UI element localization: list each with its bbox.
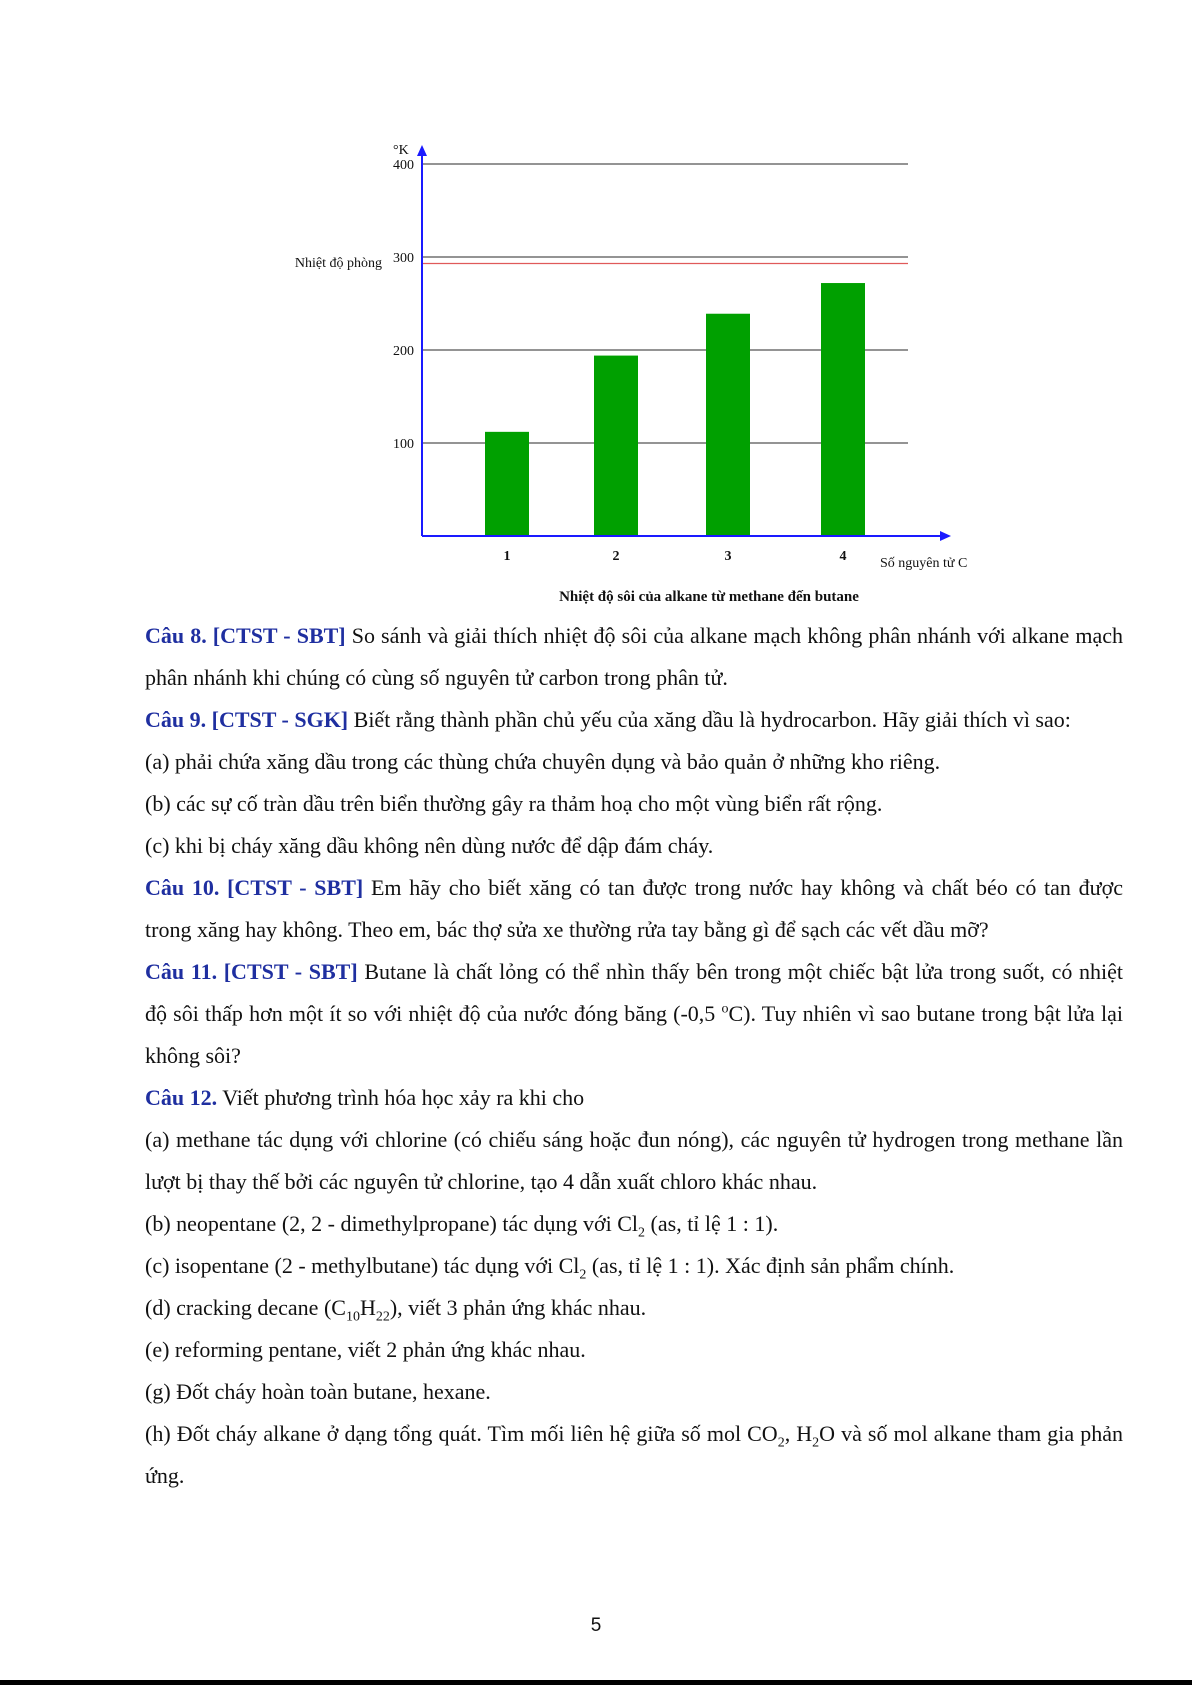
question-12-item-b xyxy=(145,1203,1123,1245)
question-8 xyxy=(145,615,1123,699)
bar-3 xyxy=(706,314,750,536)
item-d-sub-1: 10 xyxy=(345,1309,360,1325)
bar-2 xyxy=(594,356,638,536)
item-h-text-3: O và số mol alkane tham gia phản ứng. xyxy=(145,1421,1123,1488)
question-10-head: Câu 10. [CTST - SBT] xyxy=(145,875,364,900)
item-h-text-1: (h) Đốt cháy alkane ở dạng tổng quát. Tìm mối liên hệ giữa số mol CO xyxy=(145,1421,778,1446)
y-tick-label-300: 300 xyxy=(393,251,414,266)
question-12 xyxy=(145,1077,1123,1119)
question-12-item-d xyxy=(145,1287,1123,1329)
x-tick-label-4: 4 xyxy=(839,549,847,564)
question-12-item-c xyxy=(145,1245,1123,1287)
x-tick-label-3: 3 xyxy=(724,549,732,564)
question-11 xyxy=(145,951,1123,1077)
x-tick-label-2: 2 xyxy=(612,549,620,564)
question-9-item-a: (a) phải chứa xăng dầu trong các thùng chứa chuyên dụng và bảo quản ở những kho riêng. xyxy=(145,749,941,774)
item-c-sub: 2 xyxy=(579,1267,587,1283)
room-temperature-label: Nhiệt độ phòng xyxy=(294,256,382,271)
bar-4 xyxy=(821,283,865,536)
y-axis-arrow xyxy=(417,145,427,156)
questions-section xyxy=(145,615,1123,1497)
item-b-text-1: (b) neopentane (2, 2 - dimethylpropane) tác dụng với Cl xyxy=(145,1211,639,1236)
question-12-intro: Viết phương trình hóa học xảy ra khi cho xyxy=(222,1085,585,1110)
item-d-text-1: (d) cracking decane (C xyxy=(145,1295,346,1320)
item-h-sub-2: 2 xyxy=(812,1435,820,1451)
x-axis-label: Số nguyên tử C xyxy=(880,556,968,571)
question-12-item-e: (e) reforming pentane, viết 2 phản ứng khác nhau. xyxy=(145,1337,586,1362)
question-8-head: Câu 8. [CTST - SBT] xyxy=(145,623,346,648)
question-9 xyxy=(145,699,1123,741)
chart-title: Nhiệt độ sôi của alkane từ methane đến butane xyxy=(559,589,859,605)
question-8-text: So sánh và giải thích nhiệt độ sôi của alkane mạch không phân nhánh với alkane mạch phân nhánh khi chúng có cùng số nguyên tử carbon trong phân tử. xyxy=(145,623,1124,690)
y-axis-label: °K xyxy=(393,143,409,158)
question-9-head: Câu 9. [CTST - SGK] xyxy=(145,707,349,732)
y-tick-label-200: 200 xyxy=(393,344,414,359)
question-9-item-c: (c) khi bị cháy xăng dầu không nên dùng nước để dập đám cháy. xyxy=(145,833,714,858)
item-c-text-2: (as, tỉ lệ 1 : 1). Xác định sản phẩm chính. xyxy=(586,1253,955,1278)
item-d-sub-2: 22 xyxy=(375,1309,390,1325)
item-b-sub: 2 xyxy=(638,1225,646,1241)
boiling-point-chart xyxy=(0,0,1192,610)
item-d-text-2: H xyxy=(359,1295,376,1320)
question-12-head: Câu 12. xyxy=(145,1085,218,1110)
question-12-item-h xyxy=(145,1413,1123,1497)
x-tick-label-1: 1 xyxy=(503,549,511,564)
page-number: 5 xyxy=(590,1615,602,1636)
question-11-text-after: C). Tuy nhiên vì sao butane trong bật lửa lại không sôi? xyxy=(145,1001,1123,1068)
y-tick-label-400: 400 xyxy=(393,158,414,173)
question-11-text-before: Butane là chất lỏng có thể nhìn thấy bên trong một chiếc bật lửa trong suốt, có nhiệt độ sôi thấp hơn một ít so với nhiệt độ của nước đóng băng (-0,5 xyxy=(145,959,1124,1026)
question-10 xyxy=(145,867,1123,951)
item-b-text-2: (as, tỉ lệ 1 : 1). xyxy=(645,1211,779,1236)
y-tick-label-100: 100 xyxy=(393,437,414,452)
question-10-text: Em hãy cho biết xăng có tan được trong nước hay không và chất béo có tan được trong xăng hay không. Theo em, bác thợ sửa xe thường rửa tay bằng gì để sạch các vết dầu mỡ? xyxy=(145,875,1123,942)
item-h-text-2: , H xyxy=(784,1421,813,1446)
x-axis-arrow xyxy=(940,531,951,541)
item-d-text-3: ), viết 3 phản ứng khác nhau. xyxy=(389,1295,647,1320)
question-11-head: Câu 11. [CTST - SBT] xyxy=(145,959,358,984)
item-c-text-1: (c) isopentane (2 - methylbutane) tác dụng với Cl xyxy=(145,1253,580,1278)
question-9-item-b: (b) các sự cố tràn dầu trên biển thường gây ra thảm hoạ cho một vùng biển rất rộng. xyxy=(145,791,883,816)
bottom-rule xyxy=(0,1680,1192,1685)
question-12-item-a: (a) methane tác dụng với chlorine (có chiếu sáng hoặc đun nóng), các nguyên tử hydrogen trong methane lần lượt bị thay thế bởi các nguyên tử chlorine, tạo 4 dẫn xuất chloro khác nhau. xyxy=(145,1127,1123,1194)
question-12-item-g: (g) Đốt cháy hoàn toàn butane, hexane. xyxy=(145,1379,491,1404)
question-9-intro: Biết rằng thành phần chủ yếu của xăng dầu là hydrocarbon. Hãy giải thích vì sao: xyxy=(353,707,1071,732)
chart-svg xyxy=(0,0,1192,610)
degree-sup: o xyxy=(721,1001,729,1017)
item-h-sub-1: 2 xyxy=(777,1435,785,1451)
bar-1 xyxy=(485,432,529,536)
